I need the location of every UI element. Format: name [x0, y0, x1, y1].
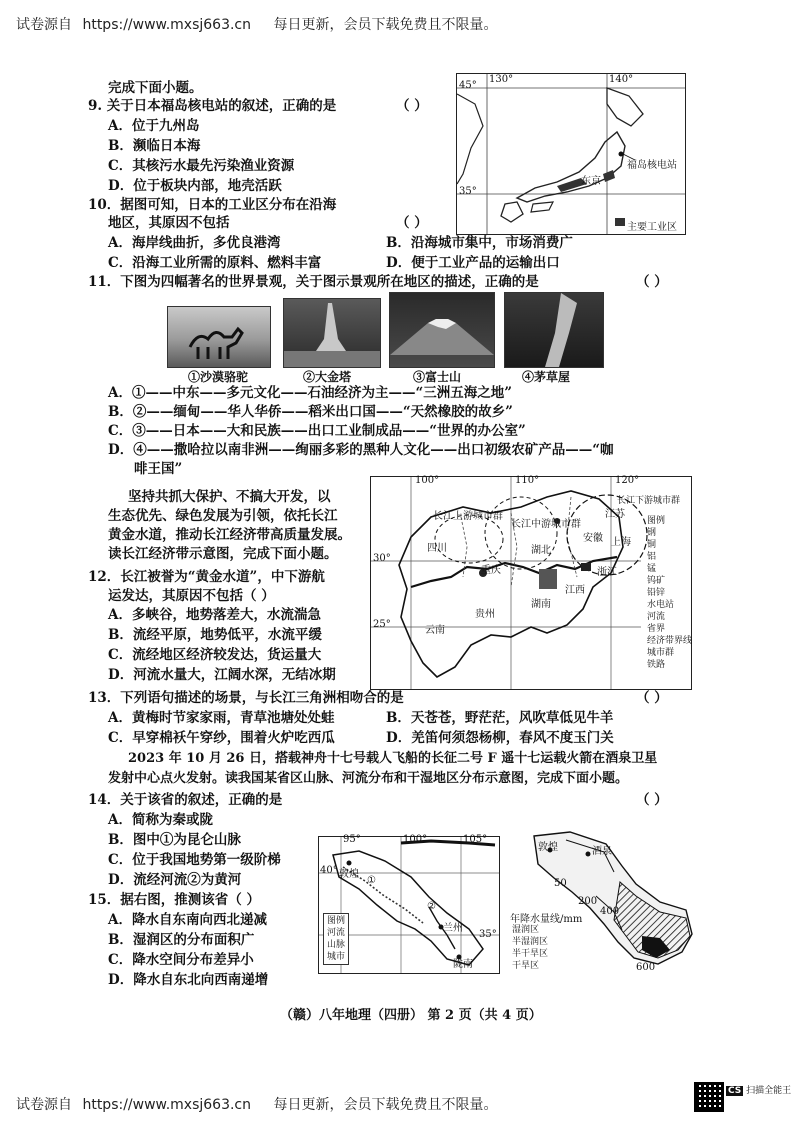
yangtze-map-svg — [371, 477, 691, 689]
gansu-lon-95: 95° — [343, 834, 361, 845]
yangtze-label-middle: 长江中游城市群 — [511, 519, 581, 530]
launch-intro-1: 2023 年 10 月 26 日，搭载神舟十七号载人飞船的长征二号 F 遥十七运载火箭在酒泉卫星 — [128, 751, 658, 766]
q15-stem: 15．据右图，推测该省（ ） — [88, 892, 260, 908]
q9-stem: 9. 关于日本福岛核电站的叙述，正确的是 — [88, 98, 337, 114]
watermark-url[interactable]: https://www.mxsj663.cn — [82, 17, 251, 33]
rain-legend-humid: 湿润区 — [512, 925, 540, 935]
gansu-legend-city: 城市 — [327, 952, 346, 962]
q10-option-d: D．便于工业产品的运输出口 — [386, 255, 560, 271]
q12-stem-1: 12．长江被誉为“黄金水道”，中下游航 — [88, 569, 325, 585]
legend-aluminum: 铝 — [647, 552, 657, 562]
footer-watermark-notice: 每日更新，会员下载免费且不限量。 — [273, 1097, 498, 1113]
japan-lon-left: 130° — [489, 74, 514, 85]
legend-railway: 铁路 — [647, 660, 666, 670]
yangtze-label-shanghai: 上海 — [611, 537, 631, 548]
yangtze-intro-4: 读长江经济带示意图，完成下面小题。 — [108, 546, 338, 562]
legend-tungsten: 钨矿 — [647, 576, 666, 586]
q11-option-d: D．④——撒哈拉以南非洲——绚丽多彩的黑种人文化——出口初级农矿产品——“咖 — [108, 442, 614, 458]
yangtze-label-hunan: 湖南 — [531, 599, 551, 610]
legend-city-cluster: 城市群 — [647, 648, 675, 658]
yangtze-label-anhui: 安徽 — [583, 533, 603, 544]
q10-stem-1: 10．据图可知，日本的工业区分布在沿海 — [88, 197, 337, 213]
q10-option-a: A．海岸线曲折，多优良港湾 — [108, 235, 281, 251]
q10-option-c: C．沿海工业所需的原料、燃料丰富 — [108, 255, 322, 271]
q15-option-d: D．降水自东北向西南递增 — [108, 972, 269, 988]
legend-province-border: 省界 — [647, 624, 666, 634]
q12-option-b: B．流经平原，地势低平，水流平缓 — [108, 627, 322, 643]
yangtze-label-zhejiang: 浙江 — [597, 567, 617, 578]
footer-watermark — [16, 1094, 497, 1114]
rain-legend-semihumid: 半湿润区 — [512, 937, 549, 947]
scanner-badge — [726, 1083, 791, 1096]
q13-paren: （ ） — [636, 690, 668, 706]
yangtze-legend — [647, 515, 692, 671]
watermark-notice: 每日更新，会员下载免费且不限量。 — [273, 17, 498, 33]
page-footer: （赣）八年地理（四册） 第 2 页（共 4 页） — [280, 1008, 542, 1023]
gansu-label-1: ① — [367, 875, 376, 886]
caption-hut: ④茅草屋 — [522, 370, 571, 384]
yangtze-label-chongqing: 重庆 — [481, 565, 501, 576]
photo-thatched-hut — [504, 292, 604, 368]
intro-line: 完成下面小题。 — [108, 80, 203, 96]
yangtze-lon-100: 100° — [415, 475, 440, 486]
q13-stem: 13．下列语句描述的场景，与长江三角洲相吻合的是 — [88, 690, 404, 706]
q10-paren: （ ） — [396, 215, 428, 231]
gansu-lat-35: 35° — [479, 929, 497, 940]
q11-option-d-cont: 啡王国” — [134, 461, 183, 477]
japan-lat-bottom: 35° — [459, 186, 477, 197]
rain-label-jiuquan: 酒泉 — [592, 846, 612, 857]
q9-option-b: B．濒临日本海 — [108, 138, 201, 154]
gansu-label-dunhuang: 敦煌 — [339, 869, 359, 880]
yangtze-map — [370, 476, 692, 690]
rain-legend-semiarid: 半干旱区 — [512, 949, 549, 959]
caption-fuji: ③富士山 — [413, 370, 462, 384]
q14-paren: （ ） — [636, 792, 668, 808]
fukushima-marker — [619, 152, 624, 157]
japan-map — [456, 73, 686, 235]
yangtze-label-yunnan: 云南 — [425, 625, 445, 636]
legend-steel: 钢 — [647, 528, 657, 538]
q11-option-b: B．②——缅甸——华人华侨——稻米出口国——“天然橡胶的故乡” — [108, 404, 513, 420]
q11-option-a: A．①——中东——多元文化——石油经济为主——“三洲五海之地” — [108, 385, 513, 401]
yangtze-lon-120: 120° — [615, 475, 640, 486]
q13-option-a: A．黄梅时节家家雨，青草池塘处处蛙 — [108, 710, 335, 726]
q12-option-a: A．多峡谷，地势落差大，水流湍急 — [108, 607, 321, 623]
watermark-site: 试卷源自 — [16, 17, 72, 33]
gansu-lon-105: 105° — [463, 834, 488, 845]
q15-option-c: C．降水空间分布差异小 — [108, 952, 254, 968]
q15-option-b: B．湿润区的分布面积广 — [108, 932, 255, 948]
rain-legend — [512, 924, 548, 972]
japan-lon-right: 140° — [609, 74, 634, 85]
gansu-label-lanzhou: 兰州 — [443, 923, 463, 934]
isohyet-400: 400 — [600, 906, 620, 917]
q12-option-d: D．河流水量大，江阔水深，无结冰期 — [108, 667, 336, 683]
q14-stem: 14．关于该省的叙述，正确的是 — [88, 792, 283, 808]
q15-option-a: A．降水自东南向西北递减 — [108, 912, 267, 928]
q12-stem-2: 运发达，其原因不包括（ ） — [108, 588, 275, 604]
japan-lat-top: 45° — [459, 80, 477, 91]
q10-option-b: B．沿海城市集中，市场消费广 — [386, 235, 573, 251]
q13-option-c: C．早穿棉袄午穿纱，围着火炉吃西瓜 — [108, 730, 335, 746]
yangtze-intro-3: 黄金水道，推动长江经济带高质量发展。 — [108, 527, 351, 543]
q9-option-a: A．位于九州岛 — [108, 118, 200, 134]
japan-map-svg — [457, 74, 685, 234]
yangtze-lat-30: 30° — [373, 553, 391, 564]
yangtze-label-lower: 长江下游城市群 — [617, 496, 681, 506]
yangtze-label-jiangxi: 江西 — [565, 585, 585, 596]
q9-option-c: C．其核污水最先污染渔业资源 — [108, 158, 295, 174]
scanner-cs-icon: CS — [728, 1086, 742, 1096]
legend-hydropower: 水电站 — [647, 600, 675, 610]
yangtze-label-sichuan: 四川 — [427, 543, 447, 554]
legend-manganese: 锰 — [647, 564, 657, 574]
gansu-label-longnan: 陇南 — [453, 959, 473, 970]
footer-watermark-site: 试卷源自 — [16, 1097, 72, 1113]
gansu-legend — [323, 913, 349, 965]
q14-option-c: C．位于我国地势第一级阶梯 — [108, 852, 281, 868]
q11-paren: （ ） — [636, 274, 668, 290]
yangtze-legend-title: 图例 — [647, 516, 666, 526]
q13-option-d: D．羌笛何须怨杨柳，春风不度玉门关 — [386, 730, 614, 746]
launch-intro-2: 发射中心点火发射。读我国某省区山脉、河流分布和干湿地区分布示意图，完成下面小题。 — [108, 771, 629, 786]
yangtze-intro-2: 生态优先、绿色发展为引领，依托长江 — [108, 508, 338, 524]
legend-river: 河流 — [647, 612, 666, 622]
q11-option-c: C．③——日本——大和民族——出口工业制成品——“世界的办公室” — [108, 423, 526, 439]
caption-camel: ①沙漠骆驼 — [188, 370, 249, 384]
q14-option-a: A．简称为秦或陇 — [108, 812, 213, 828]
caption-pagoda: ②大金塔 — [303, 370, 352, 384]
q13-option-b: B．天苍苍，野茫茫，风吹草低见牛羊 — [386, 710, 614, 726]
yangtze-label-upper: 长江上游城市群 — [433, 511, 503, 522]
isohyet-200: 200 — [578, 896, 598, 907]
gansu-map — [318, 836, 500, 974]
footer-watermark-url[interactable]: https://www.mxsj663.cn — [82, 1097, 251, 1113]
q10-stem-2: 地区，其原因不包括 — [108, 215, 230, 231]
yangtze-label-guizhou: 贵州 — [475, 609, 495, 620]
q9-paren: （ ） — [396, 98, 428, 114]
photo-golden-pagoda — [283, 298, 381, 368]
gansu-lat-40: 40° — [320, 865, 338, 876]
qr-code — [694, 1082, 724, 1112]
legend-lead-zinc: 铅锌 — [647, 588, 666, 598]
legend-copper: 铜 — [647, 540, 657, 550]
gansu-lon-100: 100° — [403, 834, 428, 845]
legend-belt-border: 经济带界线 — [647, 636, 693, 646]
header-watermark — [16, 14, 497, 34]
q9-option-d: D．位于板块内部，地壳活跃 — [108, 178, 282, 194]
rain-legend-caption: 年降水量线/mm — [510, 914, 583, 925]
yangtze-intro-1: 坚持共抓大保护、不搞大开发，以 — [128, 489, 331, 505]
yangtze-label-hubei: 湖北 — [531, 545, 551, 556]
rain-map — [510, 826, 696, 976]
q11-stem: 11．下图为四幅著名的世界景观，关于图示景观所在地区的描述，正确的是 — [88, 274, 539, 290]
gansu-legend-river: 河流 — [327, 928, 346, 938]
isohyet-50: 50 — [554, 878, 567, 889]
gansu-legend-title: 图例 — [327, 916, 346, 926]
yangtze-label-jiangsu: 江苏 — [605, 509, 625, 520]
q14-option-b: B．图中①为昆仑山脉 — [108, 832, 241, 848]
yangtze-lon-110: 110° — [515, 475, 540, 486]
japan-label-fukushima: 福岛核电站 — [627, 160, 677, 171]
gansu-label-2: ② — [427, 901, 436, 912]
gansu-legend-mountain: 山脉 — [327, 940, 346, 950]
photo-mount-fuji — [389, 292, 495, 368]
japan-legend: 主要工业区 — [627, 222, 677, 233]
rain-legend-arid: 干旱区 — [512, 961, 540, 971]
japan-label-tokyo: 东京 — [581, 176, 601, 187]
scanner-name: 扫描全能王 — [746, 1086, 792, 1096]
q14-option-d: D．流经河流②为黄河 — [108, 872, 242, 888]
yangtze-lat-25: 25° — [373, 619, 391, 630]
q12-option-c: C．流经地区经济较发达，货运量大 — [108, 647, 322, 663]
isohyet-600: 600 — [636, 962, 656, 973]
rain-label-dunhuang: 敦煌 — [538, 842, 558, 853]
photo-desert-camel — [167, 306, 271, 368]
